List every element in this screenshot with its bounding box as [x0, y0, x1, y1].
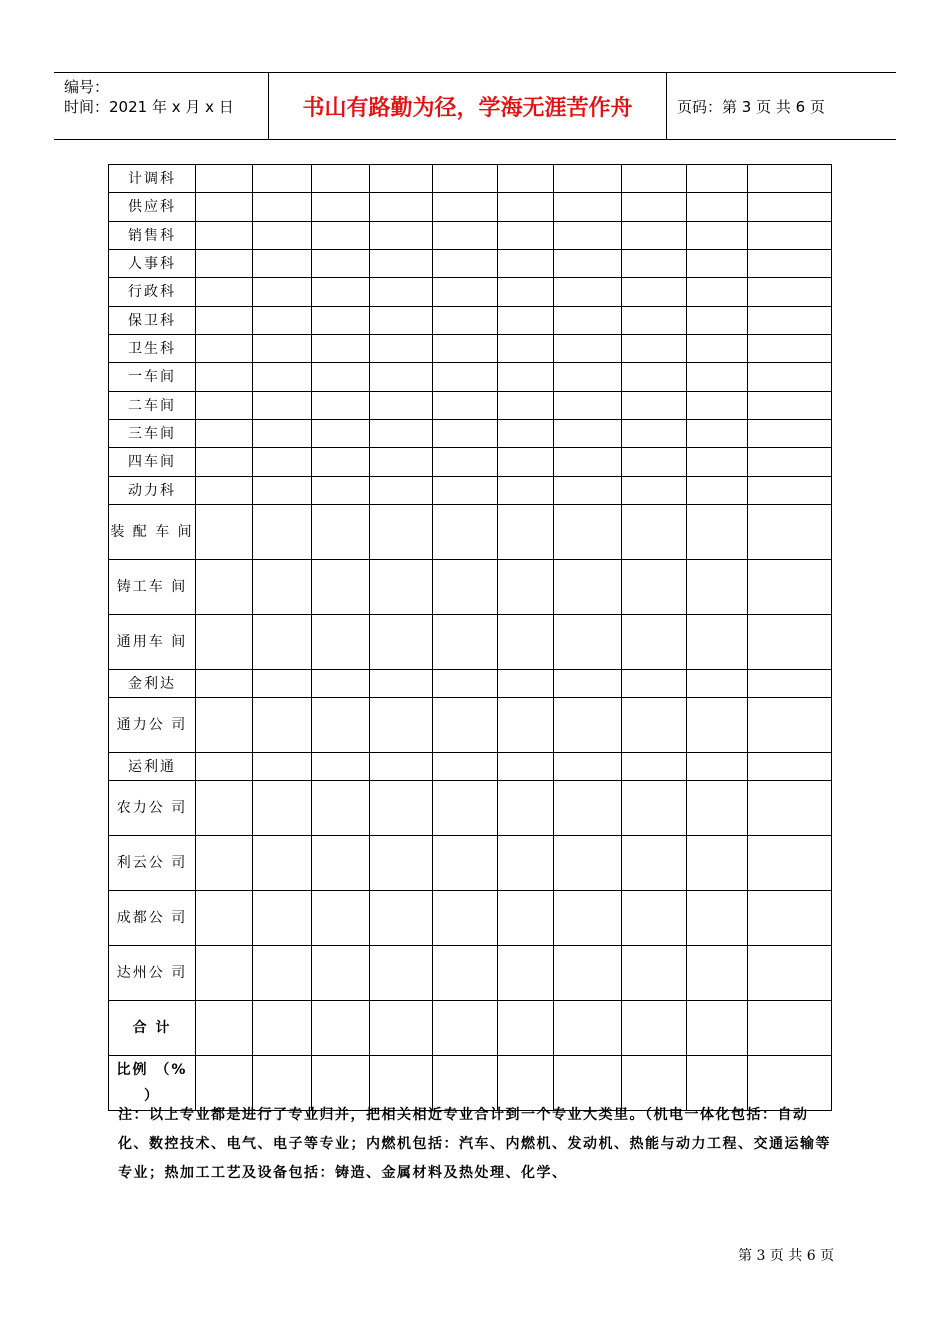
table-cell [196, 165, 253, 193]
table-cell [312, 1001, 370, 1056]
table-cell [687, 165, 748, 193]
table-cell [312, 307, 370, 335]
table-cell [196, 335, 253, 363]
table-cell [370, 670, 433, 698]
table-cell [312, 615, 370, 670]
table-row [109, 335, 832, 363]
table-cell [622, 946, 687, 1001]
table-cell [554, 250, 622, 278]
table-cell [498, 505, 554, 560]
table-cell [622, 420, 687, 448]
table-cell [433, 560, 498, 615]
table-cell [748, 278, 832, 307]
table-cell [370, 165, 433, 193]
table-cell [370, 836, 433, 891]
table-cell [748, 946, 832, 1001]
table-cell [687, 615, 748, 670]
table-cell [554, 505, 622, 560]
table-row [109, 560, 832, 615]
table-cell [498, 335, 554, 363]
table-cell [253, 505, 312, 560]
table-cell [312, 698, 370, 753]
table-cell [370, 781, 433, 836]
table-row [109, 420, 832, 448]
table-cell [196, 193, 253, 222]
table-cell [554, 560, 622, 615]
table-cell [312, 505, 370, 560]
table-cell [498, 278, 554, 307]
table-cell [622, 307, 687, 335]
table-cell [554, 392, 622, 420]
table-cell [370, 278, 433, 307]
table-cell [312, 448, 370, 477]
table-row [109, 165, 832, 193]
table-cell [370, 307, 433, 335]
table-cell [622, 505, 687, 560]
table-cell [687, 560, 748, 615]
table-row [109, 753, 832, 781]
table-cell [253, 1001, 312, 1056]
table-cell [554, 363, 622, 392]
table-cell [433, 392, 498, 420]
table-cell [748, 698, 832, 753]
table-cell [498, 165, 554, 193]
table-cell [370, 946, 433, 1001]
table-cell [687, 335, 748, 363]
table-cell [312, 250, 370, 278]
table-cell [253, 560, 312, 615]
table-cell [253, 307, 312, 335]
table-cell [687, 448, 748, 477]
table-row [109, 307, 832, 335]
row-label: 人事科 [109, 250, 196, 278]
table-cell [312, 836, 370, 891]
table-cell [370, 335, 433, 363]
row-label: 合 计 [109, 1001, 196, 1056]
table-cell [253, 891, 312, 946]
table-cell [622, 698, 687, 753]
row-label: 农力公 司 [109, 781, 196, 836]
table-cell [554, 891, 622, 946]
table-note: 注：以上专业都是进行了专业归并，把相关相近专业合计到一个专业大类里。（机电一体化包括：自动化、数控技术、电气、电子等专业；内燃机包括：汽车、内燃机、发动机、热能与动力工程、交通运输等专业；热加工工艺及设备包括：铸造、金属材料及热处理、化学、 [118, 1107, 831, 1181]
table-cell [370, 250, 433, 278]
table-cell [196, 278, 253, 307]
table-row [109, 477, 832, 505]
table-cell [312, 477, 370, 505]
header-page-code: 页码：第 3 页 共 6 页 [677, 97, 825, 116]
table-cell [433, 193, 498, 222]
table-cell [433, 1001, 498, 1056]
table-cell [196, 670, 253, 698]
table-row [109, 250, 832, 278]
table-cell [748, 781, 832, 836]
table-cell [498, 560, 554, 615]
table-cell [748, 891, 832, 946]
table-cell [196, 1001, 253, 1056]
table-cell [554, 278, 622, 307]
row-label: 达州公 司 [109, 946, 196, 1001]
table-cell [622, 335, 687, 363]
table-cell [498, 698, 554, 753]
table-cell [196, 477, 253, 505]
table-cell [687, 307, 748, 335]
row-label: 成都公 司 [109, 891, 196, 946]
table-cell [748, 335, 832, 363]
table-cell [433, 781, 498, 836]
table-cell [196, 891, 253, 946]
table-row [109, 392, 832, 420]
table-cell [196, 505, 253, 560]
row-label: 供应科 [109, 193, 196, 222]
table-cell [622, 836, 687, 891]
table-cell [748, 1001, 832, 1056]
row-label: 运利通 [109, 753, 196, 781]
table-cell [687, 836, 748, 891]
table-cell [622, 193, 687, 222]
table-cell [622, 1001, 687, 1056]
table-cell [196, 781, 253, 836]
table-cell [622, 165, 687, 193]
table-cell [433, 505, 498, 560]
table-cell [748, 222, 832, 250]
table-cell [622, 363, 687, 392]
table-cell [622, 392, 687, 420]
table-row [109, 1001, 832, 1056]
table-cell [253, 335, 312, 363]
table-cell [433, 477, 498, 505]
row-label: 金利达 [109, 670, 196, 698]
table-cell [748, 670, 832, 698]
table-cell [748, 392, 832, 420]
row-label: 计调科 [109, 165, 196, 193]
table-row [109, 698, 832, 753]
table-cell [196, 307, 253, 335]
table-cell [370, 505, 433, 560]
table-cell [498, 193, 554, 222]
table-cell [622, 891, 687, 946]
table-cell [253, 781, 312, 836]
table-cell [687, 278, 748, 307]
table-cell [312, 222, 370, 250]
table-cell [498, 420, 554, 448]
table-cell [554, 781, 622, 836]
table-cell [433, 307, 498, 335]
table-cell [687, 698, 748, 753]
table-row [109, 836, 832, 891]
table-cell [196, 392, 253, 420]
table-cell [312, 363, 370, 392]
table-cell [433, 420, 498, 448]
table-cell [312, 670, 370, 698]
table-cell [370, 193, 433, 222]
table-cell [748, 420, 832, 448]
table-cell [687, 891, 748, 946]
table-row [109, 505, 832, 560]
table-cell [312, 278, 370, 307]
table-row [109, 278, 832, 307]
table-cell [312, 165, 370, 193]
table-cell [196, 560, 253, 615]
table-cell [253, 753, 312, 781]
table-cell [687, 781, 748, 836]
table-cell [370, 448, 433, 477]
table-cell [748, 448, 832, 477]
table-cell [253, 165, 312, 193]
table-cell [748, 753, 832, 781]
table-cell [253, 698, 312, 753]
table-cell [687, 392, 748, 420]
table-cell [196, 615, 253, 670]
table-cell [196, 753, 253, 781]
table-cell [554, 1001, 622, 1056]
row-label: 行政科 [109, 278, 196, 307]
table-cell [748, 477, 832, 505]
table-row [109, 448, 832, 477]
table-cell [433, 698, 498, 753]
table-cell [498, 250, 554, 278]
table-cell [433, 335, 498, 363]
table-row [109, 615, 832, 670]
row-label: 保卫科 [109, 307, 196, 335]
table-cell [554, 698, 622, 753]
table-cell [687, 505, 748, 560]
table-cell [253, 448, 312, 477]
table-cell [433, 753, 498, 781]
table-cell [196, 420, 253, 448]
table-cell [554, 222, 622, 250]
table-cell [748, 363, 832, 392]
table-row [109, 946, 832, 1001]
table-cell [312, 946, 370, 1001]
table-cell [622, 250, 687, 278]
row-label: 二车间 [109, 392, 196, 420]
table-cell [433, 250, 498, 278]
row-label: 通力公 司 [109, 698, 196, 753]
table-cell [622, 670, 687, 698]
table-row [109, 891, 832, 946]
table-cell [196, 222, 253, 250]
table-cell [196, 836, 253, 891]
table-cell [312, 753, 370, 781]
page-footer: 第 3 页 共 6 页 [738, 1248, 835, 1264]
table-cell [312, 193, 370, 222]
table-cell [433, 278, 498, 307]
table-cell [370, 560, 433, 615]
table-cell [687, 670, 748, 698]
table-cell [687, 193, 748, 222]
table-cell [498, 392, 554, 420]
table-cell [253, 477, 312, 505]
table-cell [433, 891, 498, 946]
table-cell [253, 193, 312, 222]
table-cell [498, 477, 554, 505]
table-cell [370, 477, 433, 505]
table-cell [312, 420, 370, 448]
department-table [108, 164, 832, 1111]
table-cell [748, 560, 832, 615]
table-cell [253, 420, 312, 448]
table-cell [196, 698, 253, 753]
table-cell [433, 615, 498, 670]
table-cell [554, 307, 622, 335]
table-cell [253, 670, 312, 698]
table-cell [370, 420, 433, 448]
header-motto: 书山有路勤为径，学海无涯苦作舟 [269, 73, 667, 139]
row-label: 装 配 车 间 [109, 505, 196, 560]
table-row [109, 670, 832, 698]
table-cell [748, 836, 832, 891]
table-cell [498, 946, 554, 1001]
row-label: 卫生科 [109, 335, 196, 363]
table-cell [622, 560, 687, 615]
table-cell [253, 615, 312, 670]
table-cell [433, 165, 498, 193]
table-cell [554, 420, 622, 448]
table-cell [253, 392, 312, 420]
table-cell [370, 753, 433, 781]
table-cell [748, 193, 832, 222]
row-label: 动力科 [109, 477, 196, 505]
table-cell [554, 753, 622, 781]
table-cell [433, 448, 498, 477]
table-cell [622, 477, 687, 505]
table-cell [554, 477, 622, 505]
table-cell [433, 670, 498, 698]
row-label: 利云公 司 [109, 836, 196, 891]
table-cell [748, 505, 832, 560]
table-cell [196, 946, 253, 1001]
table-cell [433, 836, 498, 891]
table-cell [253, 222, 312, 250]
table-row [109, 363, 832, 392]
table-cell [498, 363, 554, 392]
table-cell [687, 420, 748, 448]
table-cell [554, 193, 622, 222]
table-cell [687, 222, 748, 250]
table-cell [687, 250, 748, 278]
table-cell [253, 250, 312, 278]
table-cell [498, 781, 554, 836]
table-cell [554, 670, 622, 698]
table-cell [554, 165, 622, 193]
table-cell [554, 836, 622, 891]
table-cell [622, 615, 687, 670]
table-cell [433, 363, 498, 392]
table-cell [622, 753, 687, 781]
table-cell [498, 836, 554, 891]
table-cell [748, 615, 832, 670]
table-cell [370, 363, 433, 392]
page-header [54, 72, 896, 140]
table-cell [554, 448, 622, 477]
table-cell [253, 946, 312, 1001]
table-row [109, 781, 832, 836]
table-cell [370, 698, 433, 753]
row-label: 四车间 [109, 448, 196, 477]
table-cell [312, 335, 370, 363]
table-cell [253, 278, 312, 307]
table-cell [687, 1001, 748, 1056]
table-cell [196, 363, 253, 392]
table-cell [554, 615, 622, 670]
table-cell [370, 891, 433, 946]
table-cell [196, 250, 253, 278]
table-cell [687, 946, 748, 1001]
table-cell [433, 946, 498, 1001]
table-cell [498, 753, 554, 781]
table-cell [498, 222, 554, 250]
row-label: 销售科 [109, 222, 196, 250]
row-label: 通用车 间 [109, 615, 196, 670]
table-cell [622, 448, 687, 477]
table-cell [312, 560, 370, 615]
table-cell [554, 335, 622, 363]
table-row [109, 222, 832, 250]
table-cell [748, 165, 832, 193]
table-cell [687, 363, 748, 392]
table-cell [312, 392, 370, 420]
table-cell [622, 781, 687, 836]
table-cell [622, 222, 687, 250]
table-cell [498, 1001, 554, 1056]
table-cell [498, 615, 554, 670]
table-cell [370, 1001, 433, 1056]
row-label: 一车间 [109, 363, 196, 392]
table-cell [498, 448, 554, 477]
table-row [109, 193, 832, 222]
table-cell [748, 307, 832, 335]
table-cell [370, 392, 433, 420]
table-cell [253, 363, 312, 392]
table-cell [622, 278, 687, 307]
table-cell [370, 615, 433, 670]
table-cell [433, 222, 498, 250]
table-cell [253, 836, 312, 891]
table-cell [196, 448, 253, 477]
row-label: 三车间 [109, 420, 196, 448]
row-label: 铸工车 间 [109, 560, 196, 615]
table-cell [687, 477, 748, 505]
table-cell [748, 250, 832, 278]
table-cell [554, 946, 622, 1001]
table-cell [312, 781, 370, 836]
row-label: 比例 （% ） [109, 1056, 196, 1111]
time-label: 时间：2021 年 x 月 x 日 [64, 98, 234, 116]
table-cell [498, 307, 554, 335]
table-cell [312, 891, 370, 946]
header-meta [54, 73, 269, 139]
number-label: 编号： [64, 78, 110, 96]
table-cell [498, 891, 554, 946]
table-cell [687, 753, 748, 781]
table-cell [370, 222, 433, 250]
table-cell [498, 670, 554, 698]
